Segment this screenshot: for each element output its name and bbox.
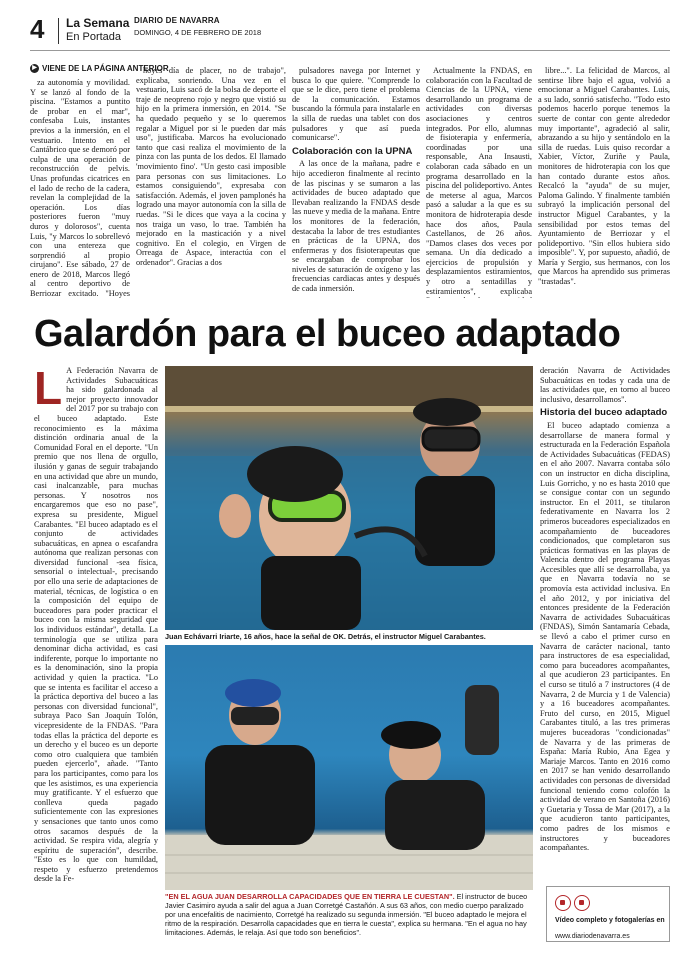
section-subtitle: En Portada [66, 31, 122, 43]
photo-diver-exit-pool [165, 645, 533, 890]
subhead-upna: Colaboración con la UPNA [292, 145, 413, 157]
column-text: pulsadores navega por Internet y busca lo que quiere. "Comprende lo que se le dice, pero tiene el problema de la comunicación. Estamos buscando la fórmula para instalarle en la silla de ruedas una tablet con dos pulsadores y que así pueda comunicarse". [292, 66, 420, 143]
column-text: libre...". La felicidad de Marcos, al sentirse libre bajo el agua, volvió a emocionar a Miguel Carabantes. Luis, a su lado, sonrió satisfecho. "Todo esto podemos hacerlo porque tenemos la suerte de contar con gente alrededor muy importante", agradeció al salir, abrazando a su hijo y sentándolo en la silla de ruedas. Luis quiso recordar a Xabier, Víctor, Zuriñe y Paula, monitores de hidroterapia con los que han contado durante estos años. Recalcó la "ayuda" de su mujer, Paloma Galindo. Y finalmente también subrayó la implicación personal del instructor Miguel Carabantes, y la sensibilidad por estos temas del Ayuntamiento de Berriozar y el polideportivo. "Sin ellos hubiera sido imposible". Y, por supuesto, añadió, de María y Sergio, sus hermanos, con los que Marcos ha aprendido sus primeras "trastadas". [538, 66, 670, 287]
section-title: La Semana [66, 16, 130, 30]
right-intro: deración Navarra de Actividades Subacuáticas en todas y cada una de las actividades que, en torno al buceo inclusivo, desarrollamos". [540, 366, 670, 404]
video-promo-url[interactable]: www.diariodenavarra.es [555, 933, 630, 940]
subhead-historia: Historia del buceo adaptado [540, 407, 668, 419]
right-body: El buceo adaptado comienza a desarrollarse de manera formal y estructurada en la Federación Española de Actividades Subacuáticas (FEDAS) en el año 2007. Navarra contaba sólo con un instructor en dicha disciplina, Luis Gorricho, y no es hasta 2010 que se consigue contar con un segundo instructor. En el 2011, se titularon federativamente en Navarra los 2 primeros buceadores especializados en acompañamiento de buceadores condicionados, que completaron sus prácticas formativas en las playas de Valencia dentro del programa Playas Accesibles que allí se desarrollaba, ya que en Navarra todavía no se promovía esta actividad inclusiva. En el año 2012, y por iniciativa del entonces presidente de la Federación Navarra de actividades Subacuáticas (FNDAS), Simón Santamaría Cebada, se llevó a cabo el primer curso en Navarra de carácter nacional, tanto para instructores de esa especialidad, como para buceadores acompañantes, al que acudieron 23 participantes. En el curso se tituló a 7 instructores (4 de Navarra, 2 de Murcia y 1 de Valencia) y a 16 buceadores acompañantes. Fruto del curso, en 2015, Miguel Carabantes tituló, a las tres primeras mujeres buceadoras "condicionadas" de Navarra y de las primeras de España: María Rubio, Ana Egea y Mariaje Marcos. Tanto en 2016 como en 2017 se han venido desarrollando actividades con personas de diversidad funcional teniendo como colofón la actividad de verano en Santoña (2016) y Guetaria y Tossa de Mar (2017), a la que acudieron tanto participantes, como padres de los mismos e instructores y buceadores acompañantes. [540, 420, 670, 853]
video-icon [555, 895, 571, 911]
photo-2-caption [165, 892, 533, 937]
top-column-1 [30, 78, 130, 298]
column-text: za autonomía y movilidad. Y se lanzó al fondo de la piscina. "Estamos a puntito de probar en el mar", confesaba Luis, instantes previos a la inmersión, en el vestuario. Intento en el Cantábrico que se demoró por culpa de una operación de reconstrucción de pelvis. Unas profundas cicatrices en el lado de recho de la cadera, revelan la complejidad de la operación. Los días posteriores fueron "muy duros y dolorosos", cuenta Luis, "y Marcos lo sobrellevó con una entereza que sorprendió al propio cirujano". Ese sábado, 27 de enero de 2018, Marcos llegó al centro deportivo de Berriozar excitado. "Hoyes [30, 78, 130, 298]
photo-2-illustration [165, 645, 533, 890]
photo-diver-ok-sign [165, 366, 533, 630]
lead-column [34, 366, 158, 956]
caption-text: El instructor de buceo Javier Casimiro ayuda a salir del agua a Juan Corretgé Castañón. A sus 63 años, con medio cuerpo paralizado por una encefalitis de nacimiento, Corretgé ha realizado su segunda inmersión. "El buceo adaptado le mejora el ritmo de la respiración. Desarrolla capacidades que en tierra le cuesta", explica su hermana. "En el agua no hay limitaciones. Además, le relaja. Así que todo son beneficios". [165, 892, 528, 937]
article-headline: Galardón para el buceo adaptado [34, 313, 621, 355]
page-header [30, 14, 670, 48]
top-column-2 [136, 66, 286, 298]
video-promo-box[interactable] [546, 886, 670, 942]
newspaper-name: DIARIO DE NAVARRA [134, 16, 220, 25]
video-promo-text: Vídeo completo y fotogalerías en [555, 917, 665, 924]
publication-date: DOMINGO, 4 DE FEBRERO DE 2018 [134, 28, 262, 37]
caption-highlight: "EN EL AGUA JUAN DESARROLLA CAPACIDADES QUE EN TIERRA LE CUESTAN". [165, 892, 455, 901]
column-text: hoyes día de placer, no de trabajo", explicaba, sonriendo. Una vez en el vestuario, Luis sacó de la bolsa de deporte el traje de neopreno rojo y negro que vistió su hijo en la primera inmersión, en 2014. "Se ha quedado pequeño y se lo queremos regalar a Miguel por si le pueden dar más uso", justificaba. Marcos ha evolucionado tanto que casi realiza el movimiento de la pinza con las punta de los dedos. El llamado 'movimiento fino'. "Un gesto casi imposible para personas con sus limitaciones. Lo estamos consiguiendo", expresaba con satisfacción. Además, el joven pamplonés ha logrado una mayor autonomía con la silla de ruedas. "Si le dices que vaya a la cocina y nos traiga un vaso, lo trae. También ha mejorado en la masticación y a nivel cognitivo. En el colegio, en Virgen de Orreaga de Aspace, interactúa con el ordenador". Gracias a dos [136, 66, 286, 267]
arrow-right-icon: ▶ [30, 64, 39, 73]
camera-icon [574, 895, 590, 911]
page-number: 4 [30, 14, 45, 44]
photo-1-illustration [165, 366, 533, 630]
continued-label: VIENE DE LA PÁGINA ANTERIOR [42, 64, 169, 73]
media-icons [555, 895, 593, 916]
header-rule [30, 50, 670, 51]
drop-cap: L [34, 366, 63, 414]
column-text: Actualmente la FNDAS, en colaboración con la Facultad de Ciencias de la UPNA, viene desarrollando un programa de actividades con diversas asociaciones y centros integrados. Por ello, alumnas de fisioterapia y enfermería, coordinadas por una responsable, Ana Insausti, colaboran cada sábado en un programa desarrollado en la piscina del polideportivo. Antes de meterse al agua, Marcos pasó a saludar a la que es su monitora de hidroterapia desde hace dos años, Paula Castellanos, de 26 años. "Damos clases dos veces por semana. Un día dedicado a ejercicios de propulsión y desplazamientos estiramientos, y otro a sentadillas y estiramientos", explicaba [426, 66, 532, 296]
top-column-3 [292, 66, 420, 298]
column-text: A las once de la mañana, padre e hijo accedieron finalmente al recinto de las piscinas y se sumaron a las actividades de buceo adaptado que llevaban realizando la FNDAS desde las nueve y media de la mañana. Entre los monitores de la federación, destacaba la labor de tres estudiantes en prácticas de la UPNA, dos enfermeras y dos fisioterapeutas que se encargaban de comprobar los niveles de saturación de oxígeno y las frecuencias cardiacas antes y después de cada inmersión. [292, 159, 420, 294]
right-column [540, 366, 670, 882]
lead-text: A Federación Navarra de Actividades Subacuáticas ha sido galardonada al mejor proyecto innovador del 2017 por su trabajo con el buceo adaptado. Este reconocimiento es la máxima distinción ordinaria anual de la Comunidad Foral en el deporte. "Un premio que nos llena de orgullo, ilusión y ganas de seguir trabajando en una actividad que abre un mundo, casi inalcanzable, para muchas personas. Y nosotros nos encargaremos que eso no pase", expresa su presidente, Miguel Carabantes. "El buceo adaptado es el conjunto de actividades subacuáticas, en apnea o escafandra autónoma que realizan personas con diversidad funcional -sea física, sensorial o intelectual-, precisando por ello una serie de adaptaciones de material, técnicas, de logística o en la composición del equipo de buceadores para poder practicar el buceo con la misma seguridad que los individuos estándar", detalla. La terminología que se utiliza para denominar dicha actividad, es casi indiferente, porque lo importante no es la denominación, sino la propia actividad y quien la practica. "Lo que se intenta es facilitar el acceso a la práctica deportiva del buceo a las personas con diversidad funcional", subraya Paco San Joaquín Tolón, vicepresidente de la FNDAS. "Para todas ellas la práctica del deporte es un derecho y el buceo es un deporte como otro cualquiera que también pueden ejercerlo", añade. "Tanto para los participantes, como para los que les asistimos, es una experiencia muy gratificante. Y el esfuerzo que conlleva queda pagado suficientemente con las expresiones y sensaciones que tanto unos como otros sacamos después de la actividad. Se respira vida, alegría y espíritu de superación", describe. "Esto es lo que con humildad, respeto y esfuerzo pretendemos desde la Fe- [34, 366, 158, 884]
header-divider [58, 18, 59, 44]
photo-1-caption: Juan Echávarri Iriarte, 16 años, hace la señal de OK. Detrás, el instructor Miguel Carabantes. [165, 632, 486, 641]
top-column-4 [426, 66, 532, 298]
top-column-5 [538, 66, 670, 298]
